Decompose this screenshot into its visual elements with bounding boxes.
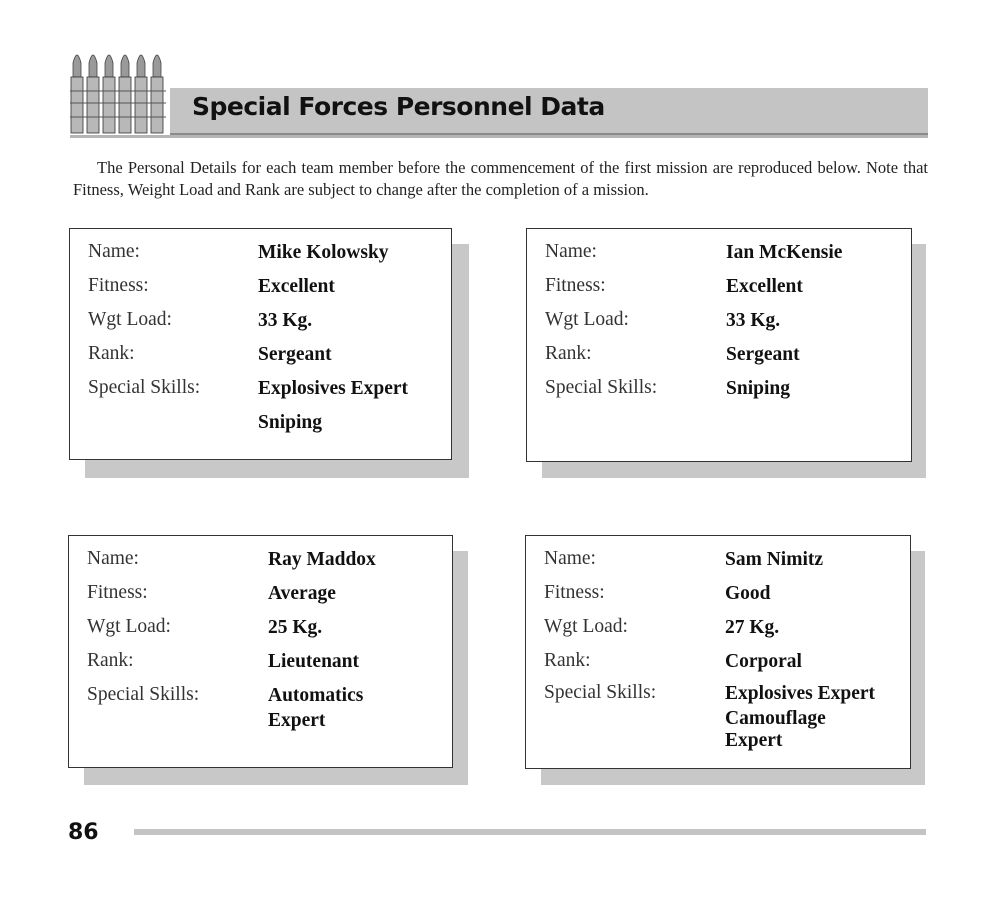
wgt-load-label: Wgt Load:: [87, 616, 171, 637]
page-header: [70, 45, 930, 145]
skill-value: Expert: [725, 730, 783, 751]
card-body: [69, 228, 452, 460]
rank-label: Rank:: [87, 650, 134, 671]
rank-label: Rank:: [545, 343, 592, 364]
personnel-card-kolowsky: [69, 228, 469, 478]
card-body: [526, 228, 912, 462]
skill-value: Sniping: [726, 378, 790, 399]
personnel-card-mckensie: [526, 228, 926, 478]
header-rule: [70, 135, 928, 138]
personnel-card-maddox: [68, 535, 468, 785]
wgt-load-value: 33 Kg.: [726, 310, 781, 331]
fitness-label: Fitness:: [545, 275, 606, 296]
rank-label: Rank:: [88, 343, 135, 364]
special-skills-label: Special Skills:: [545, 377, 658, 398]
wgt-load-label: Wgt Load:: [545, 309, 629, 330]
name-value: Mike Kolowsky: [258, 242, 389, 263]
intro-paragraph: The Personal Details for each team member before the commencement of the first mission are reproduced below. Note that Fitness, Weight Load and Rank are subject to change after the completion of a mission.: [73, 158, 928, 199]
wgt-load-value: 25 Kg.: [268, 617, 323, 638]
fitness-label: Fitness:: [87, 582, 148, 603]
name-label: Name:: [545, 241, 597, 262]
special-skills-label: Special Skills:: [544, 682, 657, 703]
rank-label: Rank:: [544, 650, 591, 671]
skill-value: Camouflage: [725, 708, 826, 729]
personnel-card-nimitz: [525, 535, 925, 785]
name-label: Name:: [87, 548, 139, 569]
name-label: Name:: [88, 241, 140, 262]
special-skills-label: Special Skills:: [88, 377, 201, 398]
wgt-load-value: 27 Kg.: [725, 617, 780, 638]
card-body: [525, 535, 911, 769]
fitness-value: Excellent: [258, 276, 335, 297]
name-value: Ian McKensie: [726, 242, 843, 263]
fitness-value: Good: [725, 583, 771, 604]
page-number: 86: [68, 820, 99, 845]
fitness-value: Excellent: [726, 276, 803, 297]
rank-value: Lieutenant: [268, 651, 360, 672]
name-label: Name:: [544, 548, 596, 569]
footer-rule: [134, 829, 926, 835]
skill-value: Explosives Expert: [725, 683, 876, 704]
page-title: Special Forces Personnel Data: [192, 92, 605, 121]
ammunition-icon: [70, 45, 170, 135]
skill-value: Expert: [268, 710, 326, 731]
skill-value: Explosives Expert: [258, 378, 409, 399]
wgt-load-value: 33 Kg.: [258, 310, 313, 331]
rank-value: Sergeant: [726, 344, 800, 365]
card-body: [68, 535, 453, 768]
rank-value: Sergeant: [258, 344, 332, 365]
name-value: Ray Maddox: [268, 549, 376, 570]
wgt-load-label: Wgt Load:: [544, 616, 628, 637]
wgt-load-label: Wgt Load:: [88, 309, 172, 330]
rank-value: Corporal: [725, 651, 802, 672]
special-skills-label: Special Skills:: [87, 684, 200, 705]
skill-value: Sniping: [258, 412, 322, 433]
skill-value: Automatics: [268, 685, 364, 706]
name-value: Sam Nimitz: [725, 549, 824, 570]
fitness-value: Average: [268, 583, 336, 604]
fitness-label: Fitness:: [88, 275, 149, 296]
fitness-label: Fitness:: [544, 582, 605, 603]
